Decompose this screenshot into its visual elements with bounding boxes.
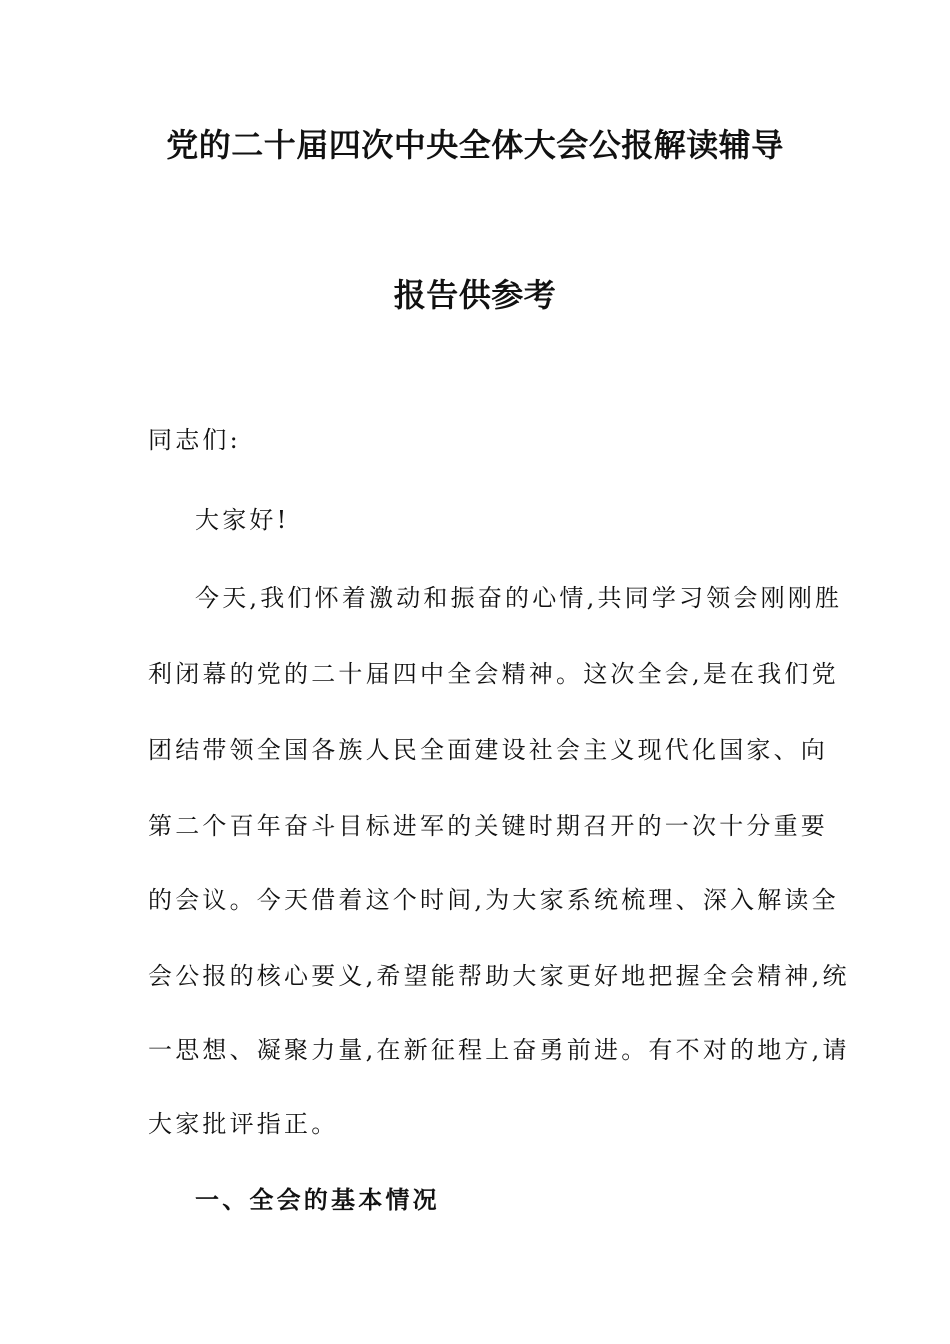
section-heading: 一、全会的基本情况 xyxy=(195,1185,440,1214)
document-title-line-1: 党的二十届四次中央全体大会公报解读辅导 xyxy=(166,126,784,164)
paragraph-line: 的会议。今天借着这个时间,为大家系统梳理、深入解读全 xyxy=(148,886,839,914)
paragraph-line: 大家批评指正。 xyxy=(148,1110,339,1138)
paragraph-line: 一思想、凝聚力量,在新征程上奋勇前进。有不对的地方,请 xyxy=(148,1036,850,1064)
paragraph-line: 今天,我们怀着激动和振奋的心情,共同学习领会刚刚胜 xyxy=(195,584,843,612)
paragraph-line: 第二个百年奋斗目标进军的关键时期召开的一次十分重要 xyxy=(148,812,828,840)
salutation: 同志们: xyxy=(148,426,241,454)
greeting: 大家好! xyxy=(195,506,290,534)
paragraph-line: 会公报的核心要义,希望能帮助大家更好地把握全会精神,统 xyxy=(148,962,850,990)
paragraph-line: 团结带领全国各族人民全面建设社会主义现代化国家、向 xyxy=(148,736,828,764)
document-title-line-2: 报告供参考 xyxy=(393,276,557,314)
paragraph-line: 利闭幕的党的二十届四中全会精神。这次全会,是在我们党 xyxy=(148,660,839,688)
